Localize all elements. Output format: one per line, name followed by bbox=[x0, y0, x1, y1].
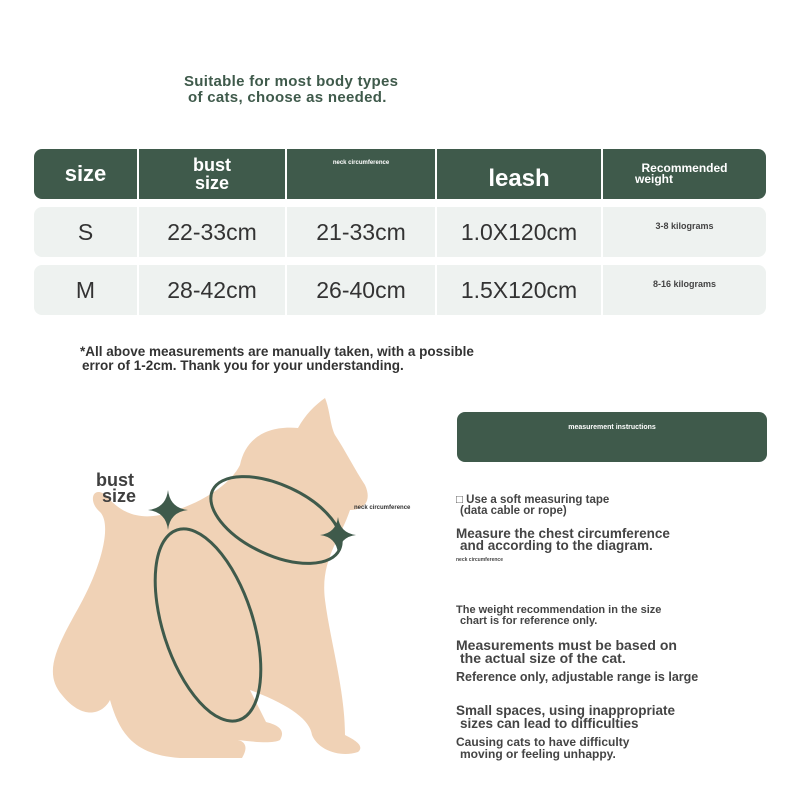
cell-leash: 1.0X120cm bbox=[437, 207, 603, 257]
instr-causing-line1: Causing cats to have difficulty bbox=[456, 735, 630, 749]
header-leash: leash bbox=[437, 149, 603, 199]
cell-bust: 28-42cm bbox=[139, 265, 287, 315]
cell-weight: 3-8 kilograms bbox=[655, 221, 714, 231]
instr-neck-small: neck circumference bbox=[456, 557, 503, 563]
diagram-bust-line2: size bbox=[102, 486, 137, 506]
header-bust-line1: bust bbox=[193, 155, 231, 175]
header-size: size bbox=[34, 149, 139, 199]
cell-neck: 21-33cm bbox=[287, 207, 437, 257]
cell-neck: 26-40cm bbox=[287, 265, 437, 315]
cell-leash: 1.5X120cm bbox=[437, 265, 603, 315]
header-neck: neck circumference bbox=[287, 149, 437, 199]
table-header-row bbox=[34, 149, 766, 199]
instr-tape-line1: □ Use a soft measuring tape bbox=[456, 494, 610, 506]
table-row bbox=[34, 265, 766, 315]
instr-actual bbox=[456, 639, 677, 665]
instr-small-line1: Small spaces, using inappropriate bbox=[456, 703, 676, 718]
instr-chest-line1: Measure the chest circumference bbox=[456, 526, 670, 541]
note-line-1: *All above measurements are manually taken, with a possible bbox=[80, 344, 474, 359]
measurement-note bbox=[80, 345, 560, 373]
header-weight bbox=[603, 149, 766, 199]
instr-causing bbox=[456, 736, 629, 760]
instructions-title-box bbox=[457, 412, 767, 462]
instr-reference: Reference only, adjustable range is large bbox=[456, 670, 699, 684]
instr-weight-line2: chart is for reference only. bbox=[460, 615, 598, 627]
cat-diagram bbox=[40, 390, 400, 770]
intro-line-2: of cats, choose as needed. bbox=[188, 89, 387, 106]
instr-small-spaces bbox=[456, 704, 675, 730]
instr-weight-line1: The weight recommendation in the size bbox=[456, 604, 662, 616]
instr-actual-line2: the actual size of the cat. bbox=[460, 650, 626, 666]
instr-tape bbox=[456, 495, 609, 517]
instr-chest-line2: and according to the diagram. bbox=[460, 538, 653, 553]
header-bust-line2: size bbox=[194, 173, 230, 193]
note-line-2: error of 1-2cm. Thank you for your understanding. bbox=[82, 358, 404, 373]
intro-text bbox=[184, 74, 484, 106]
cell-weight: 8-16 kilograms bbox=[652, 279, 717, 289]
instr-weight bbox=[456, 605, 661, 627]
header-weight-line2: weight bbox=[635, 172, 673, 186]
size-table bbox=[34, 149, 766, 323]
table-row bbox=[34, 207, 766, 257]
intro-line-1: Suitable for most body types bbox=[184, 73, 399, 90]
instr-tape-line2: (data cable or rope) bbox=[460, 505, 567, 517]
instr-small-line2: sizes can lead to difficulties bbox=[460, 716, 639, 731]
instr-actual-line1: Measurements must be based on bbox=[456, 637, 677, 653]
cell-size: S bbox=[34, 207, 139, 257]
cat-silhouette bbox=[53, 398, 368, 758]
cell-size: M bbox=[34, 265, 139, 315]
header-weight-line1: Recommended bbox=[641, 161, 728, 175]
instructions-title: measurement instructions bbox=[568, 424, 656, 431]
diagram-neck-label: neck circumference bbox=[354, 505, 411, 511]
instr-chest bbox=[456, 528, 670, 552]
instr-causing-line2: moving or feeling unhappy. bbox=[460, 747, 616, 761]
diagram-bust-line1: bust bbox=[96, 470, 134, 490]
cell-bust: 22-33cm bbox=[139, 207, 287, 257]
header-bust-size bbox=[139, 149, 287, 199]
diagram-bust-label bbox=[96, 472, 136, 504]
